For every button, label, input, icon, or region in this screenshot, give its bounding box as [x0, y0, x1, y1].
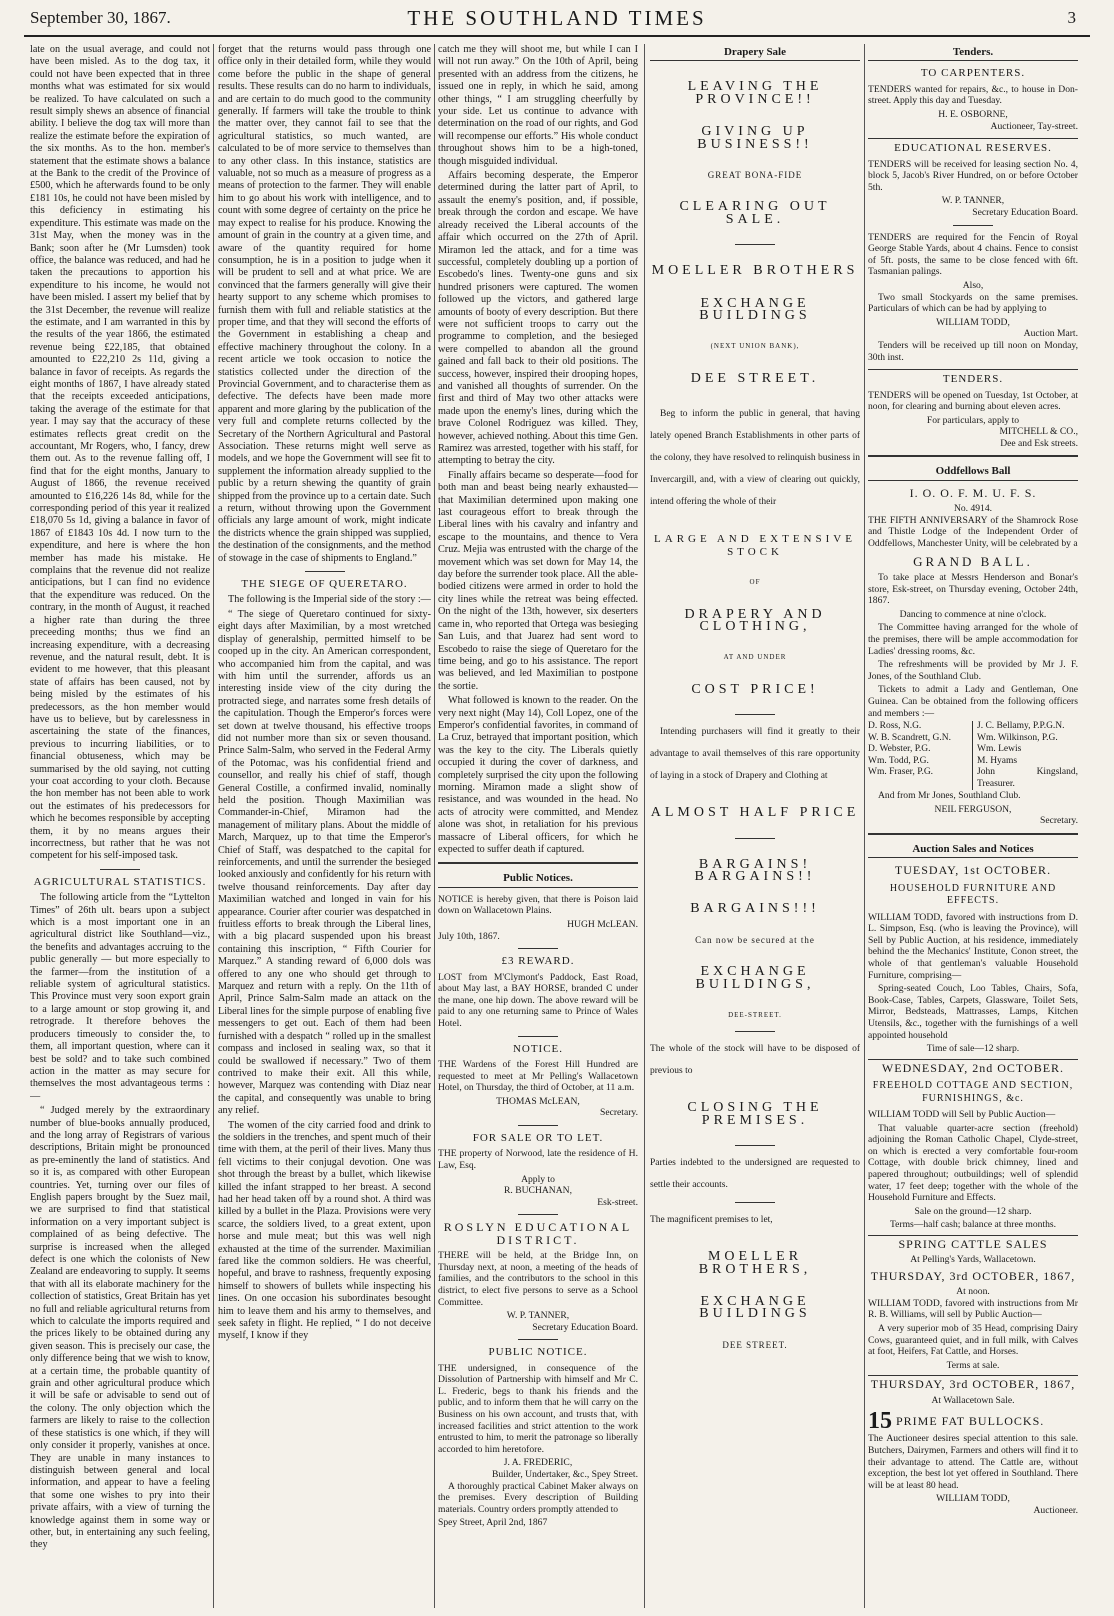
signature-title: Secretary Education Board.	[972, 206, 1078, 218]
event-title: GRAND BALL.	[913, 553, 1033, 569]
signature-title: Auctioneer.	[1033, 1505, 1078, 1516]
ad-text: Beg to inform the public in general, that having lately opened Branch Establishments in other parts of the colony, they have resolved to relinquish business in Invercargill, and, with a view of clearing out quickly, intend offering the whole of their	[650, 409, 860, 508]
auction-location: At Pelling's Yards, Wallacetown.	[910, 1254, 1036, 1266]
apply-to: For particulars, apply to	[926, 414, 1020, 426]
auction-date: THURSDAY, 3rd OCTOBER, 1867,	[868, 1375, 1078, 1390]
separator	[735, 244, 775, 245]
separator	[518, 1036, 558, 1037]
article-paragraph: “ Judged merely by the extraordinary number of blue-books annually produced, and the long array of Registrars of various descriptions, Britain might be pronounced as pre-eminently the land of statistics. And so it is, as compared with other European countries. Yet, turning over our files of English papers brought by the Suez mail, we are surprised to find that statistical information on a very important subject is complained of as being defective. The surprise is increased when the alleged defect is one which the colonists of New Zealand are endeavoring to supply. It seems that with all its elaborate machinery for the collection of statistics, Great Britain has yet no full and reliable agricultural returns from which to calculate the imports required and the prices likely to be obtained during any given season. This is precisely our case, the only difference being that we wish to know, at a certain time, the probable quantity of grain and other agricultural produce which it will be safe or advisable to send out of the colony. The only objection which the farmers are likely to raise to the collection of these statistics is one which, if they will only consider it properly, vanishes at once. They are unable in many instances to distinguish between general and local information, and appear to have a feeling that some one wishes to pry into their private affairs, with a view of turning the knowledge against them in some way or other, but, in entertaining any such feeling, they	[30, 1105, 210, 1551]
column-divider	[644, 44, 645, 1608]
display-line: DRAPERY AND CLOTHING,	[684, 606, 826, 634]
notice-heading: TO CARPENTERS.	[920, 67, 1026, 80]
section-heading: Auction Sales and Notices	[868, 841, 1078, 858]
ad-text: Parties indebted to the undersigned are requested to settle their accounts.	[650, 1158, 860, 1191]
officer: W. B. Scandrett, G.N.	[868, 732, 952, 743]
notice-date: Spey Street, April 2nd, 1867	[438, 1517, 548, 1529]
display-line: BARGAINS!!!	[690, 901, 820, 917]
auction-heading: SPRING CATTLE SALES	[868, 1235, 1078, 1250]
officer: J. C. Bellamy, P.P.G.N.	[977, 721, 1065, 732]
notice-text: The refreshments will be provided by Mr J. F. Jones, of the Southland Club.	[868, 659, 1078, 682]
newspaper-title: THE SOUTHLAND TIMES	[407, 6, 707, 30]
officer: M. Hyams	[977, 755, 1018, 766]
display-line: Can now be secured at the	[695, 934, 815, 945]
officers-right	[973, 721, 1078, 790]
masthead	[0, 0, 1114, 40]
notice-text: A very superior mob of 35 Head, comprising Dairy Cows, guaranteed quiet, and in full milk, with Calves at foot, Heifers, Fat Cattle, and Horses.	[868, 1323, 1078, 1358]
column-divider	[434, 44, 435, 1608]
separator	[518, 948, 558, 949]
auction-heading: FREEHOLD COTTAGE AND SECTION, FURNISHINGS, &c.	[872, 1080, 1074, 1104]
signature-title: Secretary Education Board.	[532, 1321, 638, 1333]
auction-heading: HOUSEHOLD FURNITURE AND EFFECTS.	[889, 882, 1057, 907]
signature-address: Esk-street.	[597, 1196, 638, 1208]
section-heading: Drapery Sale	[650, 44, 860, 61]
display-line: AT AND UNDER	[723, 653, 787, 662]
display-line: (NEXT UNION BANK),	[710, 342, 800, 351]
display-line: COST PRICE!	[691, 681, 819, 697]
notice-text: Also,	[962, 279, 984, 291]
bullocks-ad	[868, 1409, 1078, 1433]
notice-text: Terms at sale.	[946, 1359, 1000, 1371]
article-paragraph: The women of the city carried food and drink to the soldiers in the trenches, and spent much of their time with them, at the peril of their lives. Many thus fell victims to their conjugal devotion. One was shot through the breast by a bullet, which likewise killed the infant strapped to her breast. A second had her head taken off by a round shot. A third was killed by a bullet in the Plaza. Provisions were very scarce, the soldiers lived, to a great extent, upon horse and mule meat; but this was well nigh exhausted at the time of the surrender. Maximilian fared like the common soldiers. He was cheerful, hopeful, and brave to rashness, frequently exposing himself to showers of bullets while inspecting his lines. On one occasion his subordinates besought him to leave them and his army to themselves, and seek safety in flight. He replied, “ I do not deceive myself, I know if they	[218, 1119, 431, 1342]
display-line: CLOSING THE PREMISES.	[687, 1100, 823, 1128]
column-3	[438, 44, 638, 1612]
page-number: 3	[1067, 8, 1076, 27]
officer: Wm. Lewis	[977, 744, 1022, 755]
display-line: MOELLER BROTHERS,	[698, 1249, 812, 1277]
signature: W. P. TANNER,	[941, 195, 1005, 207]
display-line: EXCHANGE BUILDINGS	[699, 1294, 811, 1322]
display-line: LARGE AND EXTENSIVE STOCK	[654, 533, 856, 558]
article-paragraph: Affairs becoming desperate, the Emperor determined during the latter part of April, to assault the enemy's position, and, if possible, break through the cordon and escape. We have already received the Liberal accounts of the affair which occurred on the 27th of April. Miramon led the attack, and for a time was successful, completely doubling up a portion of Escobedo's lines. Twenty-one guns and six hundred prisoners were captured. The women followed up the victors, and gathered large amounts of booty of every description. But there were not sufficient troops to carry out the programme to completion, and the besieged were compelled to abandon all the ground gained and fall back to their old positions. The success, however, inspired their drooping hopes, and vanished all thoughts of surrender. On the first and third of May two other attacks were made upon the enemy's lines, during which the brave Colonel Rodriguez was killed. They, however, achieved nothing. About this time Gen. Ramirez was arrested, together with his staff, for attempting to betray the city.	[438, 170, 638, 467]
notice-heading: EDUCATIONAL RESERVES.	[868, 138, 1078, 154]
column-divider	[864, 44, 865, 1608]
separator	[868, 455, 1078, 457]
signature: THOMAS McLEAN,	[496, 1095, 580, 1107]
display-line: ALMOST HALF PRICE	[650, 805, 860, 821]
section-heading: Tenders.	[868, 44, 1078, 61]
notice-heading: TENDERS.	[868, 369, 1078, 385]
auction-location: At Wallacetown Sale.	[931, 1394, 1015, 1406]
signature: MITCHELL & CO.,	[999, 426, 1078, 438]
notice-text: A thoroughly practical Cabinet Maker always on the premises. Every description of Building materials. Country orders promptly attended to	[438, 1480, 638, 1515]
notice-text: NOTICE is hereby given, that there is Poison laid down on Wallacetown Plains.	[438, 893, 638, 917]
display-line: GREAT BONA-FIDE	[707, 170, 803, 181]
notice-text: TENDERS will be opened on Tuesday, 1st October, at noon, for clearing and burning about eleven acres.	[868, 389, 1078, 413]
article-paragraph: late on the usual average, and could not have been misled. As to the dog tax, it could not have been expected that in three months what was estimated for six would be realized. To have calculated on such a result simply shews an absence of financial ability. I believe the dog tax will more than realize the estimate before the expiration of the six months. As to the hon. member's statement that the estimate shows a balance at the Bank to the credit of the Province of £500, which he afterwards found to be only £181 10s, he could not have been misled by this deficiency in estimating his expenditure. This estimate was made on the 31st May, when the money was in the Bank; soon after he (Mr Lumsden) took office, the balance was reduced, and had he taken the precautions to apportion his expenditure to his income, he would not have been misled. I assert my belief that by the 31st December, the revenue will realize the estimate, and I am warranted in this by the results of the year 1866, the estimated revenue being £22,185, that obtained amounted to £22,210 2s 11d, giving a balance in favor of receipts. As regards the eight months of 1867, I have already stated that the receipts exceeded anticipations, taking the average of the estimate for that year. I may say that the accuracy of these estimates reflects great credit on the accountant, Mr Rogers, who, I fancy, drew them out. As to the revenue falling off, I find that for the eight months, January to August of 1866, the revenue received amounted to £16,226 14s 8d, while for the corresponding period of this year it realized £18,070 5s 1d, giving a balance in favor of 1867 of £1843 10s 4d. I now turn to the expenditure, and here is where the hon member has made his mistake. He complains that the revenue did not realize anticipations, but I can find no evidence that the expenditure was reduced. On the contrary, in the month of August, it reached a higher rate than during the three preceeding months; thus we find an increasing expenditure, with a decreasing revenue, and the natural result, debt. It is evident to me however, that this pleasant state of affairs has been caused, not by being misled by the estimates of his predecessors, as the hon member would have us to believe, but by carelessness in ascertaining the state of the finances, previous to incurring liabilities, or to financial obtuseness, which may be summarised by the old saying, not cutting your coat according to your cloth. Because the hon member has not been able to work out the estimates of his predecessors for which he becomes responsible by accepting them, it by no means argues their incorrectness, but rather that he was not competent for his self-imposed task.	[30, 44, 210, 862]
notice-text: LOST from M'Clymont's Paddock, East Road, about May last, a BAY HORSE, branded C under the mane, one hip down. The above reward will be paid to any one returning same to Prince of Wales Hotel.	[438, 971, 638, 1029]
notice-text: Tickets to admit a Lady and Gentleman, One Guinea. Can be obtained from the following officers and members :—	[868, 684, 1078, 719]
notice-text: Tenders will be received up till noon on Monday, 30th inst.	[868, 339, 1078, 363]
display-line: DEE STREET.	[690, 370, 820, 386]
signature: WILLIAM TODD,	[936, 1493, 1010, 1505]
notice-text: That valuable quarter-acre section (freehold) adjoining the Roman Catholic Chapel, Clyde-street, on which is erected a very comfortable four-room Cottage, with double brick chimney, lined and papered throughout; outbuildings; well of splendid water, 17 feet deep; together with the whole of the Household Furniture and Effects.	[868, 1122, 1078, 1204]
display-line: DEE-STREET.	[728, 1010, 782, 1019]
notice-text: WILLIAM TODD, favored with instructions from D. L. Simpson, Esq. (who is leaving the Province), will Sell by Public Auction, at his residence, immediately behind the the Mechanics' Institute, Conon street, the whole of that gentleman's valuable Household Furniture, comprising—	[868, 911, 1078, 981]
bullock-count: 15	[868, 1409, 892, 1434]
ad-text: Intending purchasers will find it greatly to their advantage to avail themselves of this rare opportunity of laying in a stock of Drapery and Clothing at	[650, 727, 860, 782]
signature: NEIL FERGUSON,	[934, 803, 1012, 815]
notice-text: THE undersigned, in consequence of the Dissolution of Partnership with himself and Mr C. L. Frederic, begs to thank his friends and the public, and to inform them that he will carry on the Business on his own account, and trusts that, with increased facilities and strict attention to the work entrusted to him, to merit the patronage so liberally accorded to him heretofore.	[438, 1362, 638, 1455]
top-rule	[24, 35, 1090, 37]
notice-text: Two small Stockyards on the same premises. Particulars of which can be had by applying to	[868, 291, 1078, 315]
column-divider	[213, 44, 214, 1608]
officer: D. Webster, P.G.	[868, 744, 931, 755]
notice-text: Dancing to commence at nine o'clock.	[899, 608, 1047, 620]
officer: John Kingsland, Treasurer.	[977, 767, 1078, 789]
notice-date: July 10th, 1867.	[438, 930, 500, 942]
signature: W. P. TANNER,	[506, 1310, 570, 1322]
article-paragraph: What followed is known to the reader. On the very next night (May 14), Coll Lopez, one of the Emperor's confidential favorites, in command of La Cruz, betrayed that important position, which was the key to the city. The Liberals quietly occupied it during the cover of darkness, and completely surprised the city upon the following morning. Miramon made a slight show of resistance, and was wounded in the head. No acts of atrocity were committed, and Mendez alone was shot, in retaliation for his previous massacre of Liberal officers, for which he expected to suffer death if captured.	[438, 695, 638, 855]
article-paragraph: “ The siege of Queretaro continued for sixty-eight days after Maximilian, by a most wretched display of generalship, permitted himself to be cooped up in the city. An American correspondent, who accompanied him from the capital, and was with him until the surrender, affords us an interesting inside view of the city during the protracted siege, and narrates some fresh details of the capitulation. Though the Emperor's forces were set down at twelve thousand, his effective troops did not number more than six or seven thousand. Prince Salm-Salm, who served in the Federal Army of the Potomac, was his confidential friend and counsellor, and really his chief of staff, though General Costille, a confirmed invalid, nominally held the position. Though Maximilian was Commander-in-Chief, Miramon had the management of military plans. About the middle of March, Marquez, up to that time the Emperor's Chief of Staff, was despatched to the capital for reinforcements, and until the surrender the besieged looked anxiously and confidently for his return with twelve thousand reinforcements. Day after day Maximilian watched and longed in vain for his appearance. Courier after courier was despatched in fruitless efforts to break through the Liberal lines, with a big placard suspended upon his breast containing this inscription, “ Fifth Courier for Marquez.” A standing reward of 6,000 dols was offered to any one who should get through to Marquez and return with a reply. On the 11th of April, Prince Salm-Salm made an attack on the Liberal lines for the simple purpose of enabling five messengers to get out. Each of them had been furnished with a despatch “ rolled up in the smallest compass and inclosed in sealing wax, so that it could be swallowed if necessary.” Two of them contrived to make their exit. All this while, however, Marquez was contending with Diaz near the capital, and consequently was unable to bring any relief.	[218, 608, 431, 1117]
notice-text: THE property of Norwood, late the residence of H. Law, Esq.	[438, 1148, 638, 1171]
separator	[518, 1214, 558, 1215]
notice-text: The Committee having arranged for the whole of the premises, there will be ample accommodation for Ladies' dressing rooms, &c.	[868, 622, 1078, 657]
separator	[735, 1202, 775, 1203]
notice-heading: ROSLYN EDUCATIONAL DISTRICT.	[443, 1220, 633, 1247]
ad-text: The whole of the stock will have to be disposed of previous to	[650, 1044, 860, 1077]
notice-heading: PUBLIC NOTICE.	[488, 1346, 588, 1359]
separator	[438, 862, 638, 864]
notice-heading: FOR SALE OR TO LET.	[472, 1131, 604, 1144]
separator	[735, 1031, 775, 1032]
display-line: EXCHANGE BUILDINGS,	[695, 964, 815, 992]
notice-text: WILLIAM TODD will Sell by Public Auction—	[868, 1108, 1056, 1120]
separator	[868, 833, 1078, 835]
notice-text: To take place at Messrs Henderson and Bonar's store, Esk-street, on Thursday evening, October 24th, 1867.	[868, 572, 1078, 607]
column-5	[868, 44, 1078, 1612]
notice-text: WILLIAM TODD, favored with instructions from Mr R. B. Williams, will sell by Public Auction—	[868, 1297, 1078, 1321]
officer: Wm. Wilkinson, P.G.	[977, 732, 1058, 743]
separator	[735, 714, 775, 715]
display-line: DEE STREET.	[722, 1339, 788, 1350]
column-1	[30, 44, 210, 1612]
section-heading: Public Notices.	[438, 870, 638, 887]
separator	[953, 225, 993, 226]
notice-poison	[438, 894, 638, 942]
notice-text: THE Wardens of the Forest Hill Hundred are requested to meet at Mr Pelling's Wallacetown Hotel, on Thursday, the third of October, at 11 a.m.	[438, 1058, 638, 1094]
signature: H. E. OSBORNE,	[938, 109, 1008, 120]
separator	[735, 1145, 775, 1146]
officer: D. Ross, N.G.	[868, 721, 922, 732]
section-heading: Oddfellows Ball	[868, 463, 1078, 480]
notice-heading: £3 REWARD.	[501, 955, 575, 968]
separator	[735, 838, 775, 839]
signature-title: Builder, Undertaker, &c., Spey Street.	[491, 1469, 638, 1481]
signature-address: Dee and Esk streets.	[1000, 437, 1078, 449]
signature-title: Auction Mart.	[1023, 328, 1078, 340]
display-line: OF	[749, 578, 761, 587]
article-paragraph: Finally affairs became so desperate—food for both man and beast being nearly exhausted—that Maximilian determined upon making one last courageous effort to break through the Liberal lines with his cavalry and infantry and escape to the mountains, and thence to Vera Cruz. Mejia was entrusted with the charge of the movement which was set down for May 14, the day before the surrender took place. All the able-bodied citizens were armed in order to hold the city lines while the retreat was being effected. On the night of the 13th, however, six deserters came in, who reported that Ortega was besieging San Luis, and that Juarez had sent word to Escobedo to raise the siege of Queretaro for the time being, and go to his assistance. The report was believed, and led Maximilian to postpone the sortie.	[438, 469, 638, 692]
notice-text: TENDERS wanted for repairs, &c., to house in Don-street. Apply this day and Tuesday.	[868, 83, 1078, 107]
auction-date: WEDNESDAY, 2nd OCTOBER.	[868, 1059, 1078, 1074]
article-paragraph: catch me they will shoot me, but while I can I will not run away.” On the 10th of April, being presented with an address from the citizens, he issued one in reply, in which he said, among other things, “ I am struggling cheerfully by your side. Let us continue to advance with determination on the road of our rights, and God will recompense our efforts.” His whole conduct throughout shows him to be a high-toned, though misguided individual.	[438, 44, 638, 167]
display-line: GIVING UP BUSINESS!!	[697, 124, 813, 152]
auction-date: THURSDAY, 3rd OCTOBER, 1867,	[870, 1268, 1076, 1283]
auction-time: At noon.	[956, 1286, 990, 1298]
article-paragraph: The following is the Imperial side of the story :—	[228, 594, 431, 606]
signature-title: Secretary.	[1040, 815, 1078, 827]
lodge-number: No. 4914.	[953, 503, 993, 515]
auction-date: TUESDAY, 1st OCTOBER.	[894, 863, 1052, 878]
notice-text: TENDERS are required for the Fencin of Royal George Stable Yards, about 4 chains. Fence to consist of 5ft. posts, the same to be close fenced with 6ft. Tasmanian palings.	[868, 231, 1078, 278]
auction-heading: PRIME FAT BULLOCKS.	[896, 1414, 1045, 1429]
officer: Wm. Fraser, P.G.	[868, 767, 934, 778]
display-line: MOELLER BROTHERS	[651, 263, 859, 279]
column-4-drapery-sale	[650, 44, 860, 1612]
article-paragraph: The following article from the “Lyttelton Times” of 26th ult. bears upon a subject which is a most important one in an agricultural district like Southland—viz., the benefits and advantages accruing to the public generally — but more especially to the farmer—from the institution of a reliable system of agricultural statistics. This Province must very soon export grain to a large amount or stop growing it, and retrograde. It therefore behoves the producers timeously to consider the, to them, all important question, where can it best be sold? and to take such combined action in the matter as may secure for themselves the most advantageous terms :—	[30, 892, 210, 1102]
signature: R. BUCHANAN,	[504, 1185, 572, 1197]
signature-title: Secretary.	[600, 1107, 638, 1119]
notice-text: And from Mr Jones, Southland Club.	[878, 790, 1021, 802]
notice-text: THERE will be held, at the Bridge Inn, on Thursday next, at noon, a meeting of the heads of families, and the contributors to the school in this district, to elect five persons to serve as a School Committee.	[438, 1250, 638, 1308]
separator	[305, 571, 345, 572]
notice-text: Spring-seated Couch, Loo Tables, Chairs, Sofa, Book-Case, Tables, Carpets, Glassware, Toilet Sets, Mirror, Bedsteads, Mattrasses, Lamps, Kitchen Utensils, &c., together with the furnishings of a well appointed household	[868, 983, 1078, 1041]
signature-title: Auctioneer, Tay-street.	[990, 120, 1078, 132]
signature: HUGH McLEAN.	[567, 919, 638, 930]
notice-text: The Auctioneer desires special attention to this sale. Butchers, Dairymen, Farmers and others will find it to their advantage to attend. The Cattle are, without exception, the best lot yet offered in Southland. There will be at least 80 head.	[868, 1433, 1078, 1491]
notice-text: Sale on the ground—12 sharp.	[914, 1205, 1032, 1217]
officers-list	[868, 721, 1078, 790]
notice-text: THE FIFTH ANNIVERSARY of the Shamrock Rose and Thistle Lodge of the Independent Order of Oddfellows, Manchester Unity, will be celebrated by a	[868, 514, 1078, 550]
notice-text: TENDERS will be received for leasing section No. 4, block 5, Jacob's River Hundred, on or before October 5th.	[868, 158, 1078, 193]
apply-to: Apply to	[521, 1173, 555, 1185]
separator	[518, 1339, 558, 1340]
signature: WILLIAM TODD,	[936, 316, 1010, 328]
article-paragraph: forget that the returns would pass through one office only in their detailed form, while they would come before the public in the shape of general results. These results can do no harm to individuals, and are certain to do much good to the community generally. If farmers will take the trouble to think the matter over, they cannot fail to see that the agricultural statistics, so much wanted, are calculated to be of more service to themselves than to any other class. In this instance, statistics are valuable, not so much as a measure of progress as a means of protection to the farmer. They will enable him to go about his work with intelligence, and to count with some degree of certainty on the price he may expect to realise for his produce. Knowing the amount of grain in the country at a given time, and aware of the quantity required for home consumption, he is in a position to judge when it will be prudent to sell and at what price. We are convinced that the farmers generally will give their hearty support to any scheme which promises to furnish them with full and reliable statistics at the proper time, and that they will second the efforts of the Government in establishing a cheap and effective machinery throughout the colony. In a recent article we took occasion to notice the statistics collected under the direction of the Provincial Government, and to characterise them as defective. The defects have been made more apparent and more glaring by the publication of the very full and complete returns collected by the Secretary of the Northern Agricultural and Pastoral Association. These returns might well serve as models, and we hope the Government will see fit to supplement the information already supplied to the public by a return shewing the quantity of grain shipped from the province up to a certain date. Such a return, without throwing upon the Government officials any large amount of work, might indicate the districts whence the grain shipped was supplied, the destination of the consignments, and the method of stowage in the case of shipments to England.”	[218, 44, 431, 564]
display-line: EXCHANGE BUILDINGS	[699, 295, 811, 324]
display-line: BARGAINS! BARGAINS!!	[694, 856, 816, 884]
article-heading: AGRICULTURAL STATISTICS.	[33, 875, 207, 888]
display-line: LEAVING THE PROVINCE!!	[687, 79, 823, 107]
officer: Wm. Todd, P.G.	[868, 755, 929, 766]
issue-date: September 30, 1867.	[30, 8, 171, 27]
notice-heading: NOTICE.	[512, 1042, 564, 1055]
notice-text: Time of sale—12 sharp.	[926, 1043, 1020, 1055]
signature: J. A. FREDERIC,	[503, 1457, 573, 1469]
column-2	[218, 44, 431, 1612]
officers-left	[868, 721, 973, 790]
separator	[100, 869, 140, 870]
article-heading: THE SIEGE OF QUERETARO.	[241, 578, 408, 591]
notice-text: Terms—half cash; balance at three months.	[889, 1219, 1057, 1231]
separator	[518, 1125, 558, 1126]
lodge-name: I. O. O. F. M. U. F. S.	[909, 485, 1037, 500]
ad-text: The magnificent premises to let,	[650, 1215, 773, 1226]
display-line: CLEARING OUT SALE.	[679, 199, 831, 227]
